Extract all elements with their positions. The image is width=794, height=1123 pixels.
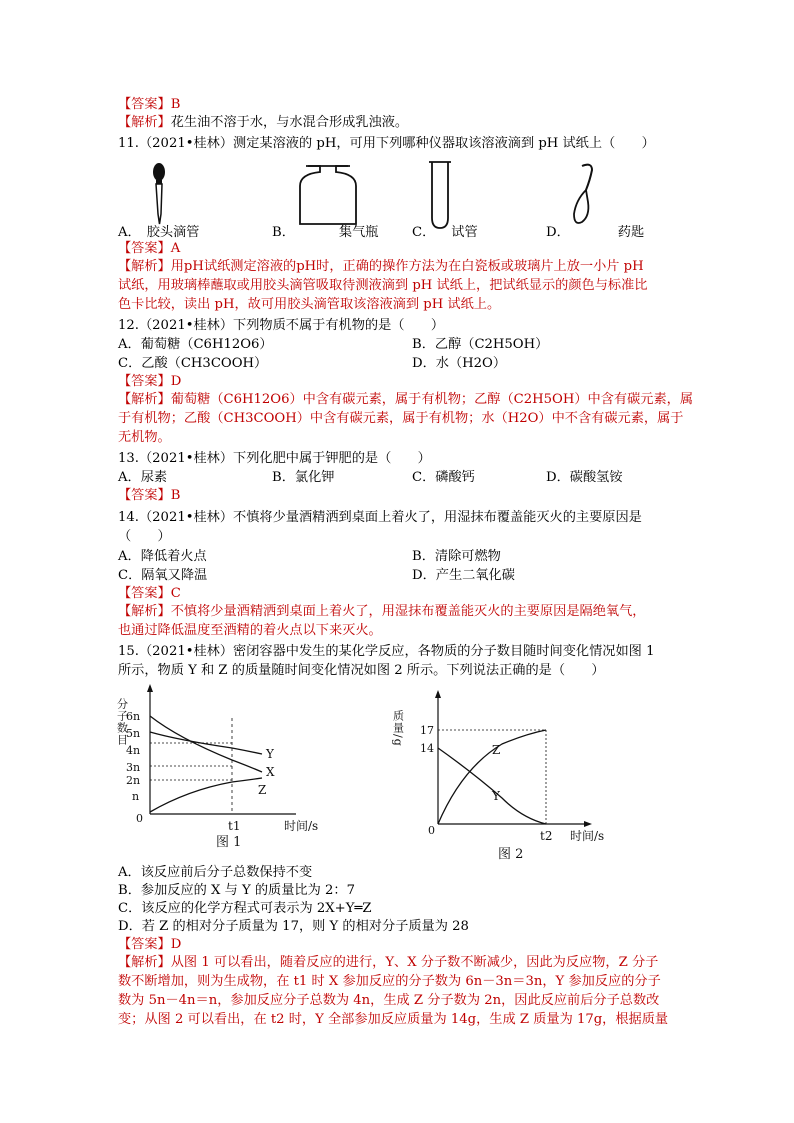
fig2-t-label: t2 bbox=[540, 829, 553, 843]
explanation-line: 于有机物；乙酸（CH3COOH）中含有碳元素，属于有机物；水（H2O）中不含有碳元素，属于 bbox=[118, 411, 684, 426]
spatula-icon bbox=[574, 165, 592, 223]
explanation-line: 【解析】葡萄糖（C6H12O6）中含有碳元素，属于有机物；乙醇（C2H5OH）中含有碳元素，属 bbox=[118, 392, 694, 407]
q14-option-c: C．隔氧又降温 bbox=[118, 568, 208, 583]
q14-stem: 14.（2021•桂林）不慎将少量酒精洒到桌面上着火了，用湿抹布覆盖能灭火的主要原因是 bbox=[118, 510, 642, 525]
fig2-ytick: 14 bbox=[420, 742, 434, 755]
q14-option-a: A．降低着火点 bbox=[118, 549, 207, 564]
q15-option-c: C．该反应的化学方程式可表示为 2X+Y═Z bbox=[118, 901, 372, 916]
fig2-caption: 图 2 bbox=[498, 847, 524, 862]
fig1-t-label: t1 bbox=[228, 819, 241, 833]
explanation-line: 【解析】从图 1 可以看出，随着反应的进行，Y、X 分子数不断减少，因此为反应物，Z 分子 bbox=[118, 955, 659, 970]
q14-stem: （ ） bbox=[118, 529, 171, 544]
fig1-ytick: 2n bbox=[126, 774, 141, 787]
q13-stem: 13.（2021•桂林）下列化肥中属于钾肥的是（ ） bbox=[118, 451, 431, 466]
fig1-xlabel: 时间/s bbox=[284, 819, 319, 833]
fig1-ytick: 3n bbox=[126, 761, 141, 774]
q14-option-d: D．产生二氧化碳 bbox=[412, 568, 515, 583]
fig2-origin: 0 bbox=[428, 824, 435, 837]
q11-stem: 11.（2021•桂林）测定某溶液的 pH，可用下列哪种仪器取该溶液滴到 pH 试纸上（ ） bbox=[118, 136, 655, 151]
fig2-label-y: Y bbox=[492, 789, 500, 803]
fig1-ylabel: 分子数目 bbox=[115, 698, 129, 746]
fig2-series-y bbox=[438, 748, 546, 824]
explanation-line: 也通过降低温度至酒精的着火点以下来灭火。 bbox=[118, 623, 382, 638]
answer-line: 【答案】D bbox=[118, 374, 182, 389]
q15-stem: 15.（2021•桂林）密闭容器中发生的某化学反应，各物质的分子数目随时间变化情况如图 1 bbox=[118, 644, 655, 659]
q13-option-d: D．碳酸氢铵 bbox=[546, 470, 623, 485]
fig2-label-z: Z bbox=[492, 743, 501, 757]
q11-apparatus-figure bbox=[130, 160, 690, 230]
answer-line: 【答案】C bbox=[118, 586, 181, 601]
test-tube-icon bbox=[429, 162, 451, 228]
explanation-line: 试纸，用玻璃棒蘸取或用胶头滴管吸取待测液滴到 pH 试纸上，把试纸显示的颜色与标准比 bbox=[118, 278, 648, 293]
fig2-ytick: 17 bbox=[420, 724, 434, 737]
q11-option-c: C． 试管 bbox=[412, 225, 478, 240]
q14-option-b: B．清除可燃物 bbox=[412, 549, 501, 564]
explanation-line: 数不断增加，则为生成物，在 t1 时 X 参加反应的分子数为 6n－3n＝3n，Y 参加反应的分子 bbox=[118, 974, 661, 989]
figure-1-chart bbox=[115, 682, 346, 864]
q11-option-a: A． 胶头滴管 bbox=[118, 225, 200, 240]
fig1-ytick: 5n bbox=[126, 727, 141, 740]
q12-stem: 12.（2021•桂林）下列物质不属于有机物的是（ ） bbox=[118, 318, 445, 333]
dropper-icon bbox=[153, 163, 165, 224]
fig1-label-x: X bbox=[266, 765, 275, 779]
answer-line: 【答案】B bbox=[118, 488, 181, 503]
answer-line: 【答案】A bbox=[118, 241, 181, 256]
fig1-ytick: 6n bbox=[126, 710, 141, 723]
fig1-ytick: 4n bbox=[126, 744, 141, 757]
q12-option-c: C．乙酸（CH3COOH） bbox=[118, 356, 268, 371]
gas-jar-icon bbox=[300, 166, 356, 224]
q11-option-b: B． 集气瓶 bbox=[272, 225, 379, 240]
q12-option-d: D．水（H2O） bbox=[412, 356, 507, 371]
explanation-line: 【解析】花生油不溶于水，与水混合形成乳浊液。 bbox=[118, 115, 409, 130]
q13-option-c: C．磷酸钙 bbox=[412, 470, 475, 485]
explanation-line: 无机物。 bbox=[118, 430, 171, 445]
fig1-origin: 0 bbox=[136, 812, 143, 825]
q12-option-a: A．葡萄糖（C6H12O6） bbox=[118, 337, 273, 352]
q13-option-b: B．氯化钾 bbox=[272, 470, 335, 485]
q12-option-b: B．乙醇（C2H5OH） bbox=[412, 337, 549, 352]
fig1-caption: 图 1 bbox=[216, 835, 242, 850]
explanation-line: 【解析】用pH试纸测定溶液的pH时，正确的操作方法为在白瓷板或玻璃片上放一小片 pH bbox=[118, 259, 644, 274]
answer-line: 【答案】B bbox=[118, 97, 181, 112]
explanation-line: 数为 5n－4n＝n，参加反应分子总数为 4n，生成 Z 分子数为 2n，因此反应前后分子总数改 bbox=[118, 993, 660, 1008]
q15-stem: 所示，物质 Y 和 Z 的质量随时间变化情况如图 2 所示。下列说法正确的是（ ） bbox=[118, 663, 605, 678]
figure-2-chart bbox=[392, 688, 652, 864]
q11-option-d: D． 药匙 bbox=[546, 225, 645, 240]
q13-option-a: A．尿素 bbox=[118, 470, 168, 485]
fig1-label-z: Z bbox=[258, 783, 267, 797]
explanation-line: 色卡比较，读出 pH，故可用胶头滴管取该溶液滴到 pH 试纸上。 bbox=[118, 297, 501, 312]
fig1-series-z bbox=[150, 778, 262, 812]
explanation-line: 变；从图 2 可以看出，在 t2 时，Y 全部参加反应质量为 14g，生成 Z 质量为 17g，根据质量 bbox=[118, 1012, 669, 1027]
q15-option-a: A．该反应前后分子总数保持不变 bbox=[118, 865, 313, 880]
fig1-label-y: Y bbox=[266, 747, 274, 761]
fig2-ylabel: 质量/g bbox=[391, 710, 405, 747]
explanation-line: 【解析】不慎将少量酒精洒到桌面上着火了，用湿抹布覆盖能灭火的主要原因是隔绝氧气， bbox=[118, 604, 646, 619]
fig2-xlabel: 时间/s bbox=[570, 829, 605, 843]
q15-option-b: B．参加反应的 X 与 Y 的质量比为 2：7 bbox=[118, 883, 355, 898]
q15-option-d: D．若 Z 的相对分子质量为 17，则 Y 的相对分子质量为 28 bbox=[118, 919, 469, 934]
answer-line: 【答案】D bbox=[118, 937, 182, 952]
fig1-ytick: n bbox=[132, 790, 140, 803]
